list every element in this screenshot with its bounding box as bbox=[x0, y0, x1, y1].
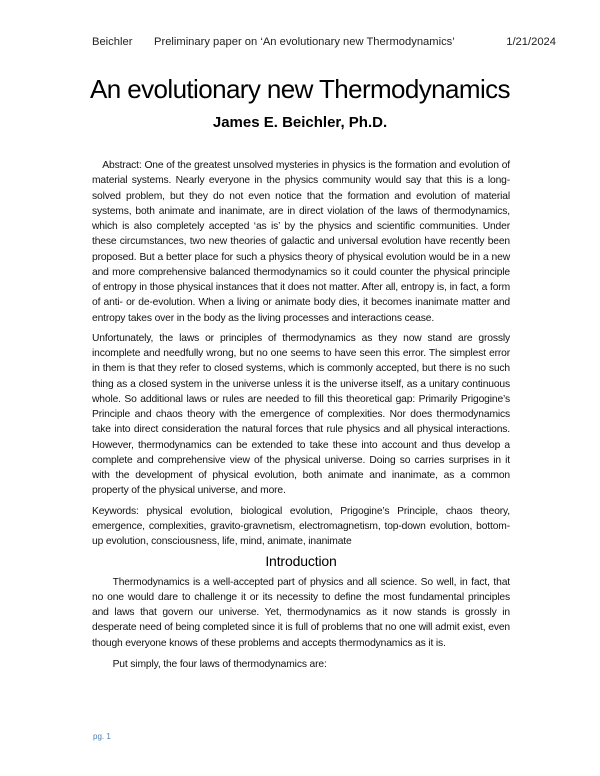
intro-paragraph: Thermodynamics is a well-accepted part of physics and all science. So well, in fact, that no one would dare to challenge it or its necessity to define the most fundamental principles and laws that govern our universe. Yet, thermodynamics as it now stands is grossly in desperate need of being completed since it is full of problems that no one will admit exist, even though everyone knows of these problems and accepts thermodynamics as it is. bbox=[92, 576, 510, 649]
header-date: 1/21/2024 bbox=[506, 36, 556, 48]
running-header bbox=[92, 36, 556, 50]
page-number: pg. 1 bbox=[93, 732, 111, 741]
paper-body bbox=[92, 158, 510, 678]
header-title: Preliminary paper on ‘An evolutionary new Thermodynamics’ bbox=[154, 36, 455, 48]
section-heading: Introduction bbox=[265, 553, 337, 570]
header-author: Beichler bbox=[92, 36, 133, 48]
paper-title: An evolutionary new Thermodynamics bbox=[90, 74, 510, 104]
paper-author: James E. Beichler, Ph.D. bbox=[212, 114, 388, 131]
abstract-paragraph: Abstract: One of the greatest unsolved mysteries in physics is the formation and evolution of material systems. Nearly everyone in the physics community would say that this is a long-solved problem, but they do not even notice that the formation and evolution of material systems, both animate and inanimate, are in direct violation of the laws of thermodynamics, which is also completely accepted ‘as is’ by the physics and scientific communities. Under these circumstances, two new theories of galactic and universal evolution have recently been proposed. But a better place for such a physics theory of physical evolution would be in a new and more comprehensive balanced thermodynamics so it could counter the physical principle of entropy in those physical instances that it does not matter. After all, entropy is, in fact, a form of anti- or de-evolution. When a living or animate body dies, it becomes inanimate matter and entropy takes over in the body as the living processes and interactions cease. bbox=[92, 160, 510, 324]
intro-paragraph-2: Put simply, the four laws of thermodynamics are: bbox=[112, 658, 327, 670]
keywords-paragraph: Keywords: physical evolution, biological evolution, Prigogine’s Principle, chaos theory, emergence, complexities, gravito-gravnetism, electromagnetism, top-down evolution, bottom-up evolution, consciousness, life, mind, animate, inanimate bbox=[92, 505, 510, 547]
body-paragraph: Unfortunately, the laws or principles of thermodynamics as they now stand are grossly incomplete and needfully wrong, but no one seems to have seen this error. The simplest error in them is that they refer to closed systems, which is commonly accepted, but there is no such thing as a closed system in the universe unless it is the universe itself, as a unitary continuous whole. So additional laws or rules are needed to fill this theoretical gap: Primarily Prigogine’s Principle and chaos theory with the emergence of complexities. Nor does thermodynamics take into direct consideration the natural forces that rule physics and all physical interactions. However, thermodynamics can be extended to take these into account and thus develop a complete and comprehensive view of the physical universe. Doing so carries surprises in it with the development of physical evolution, both animate and inanimate, as a common property of the physical universe, and more. bbox=[92, 332, 510, 497]
